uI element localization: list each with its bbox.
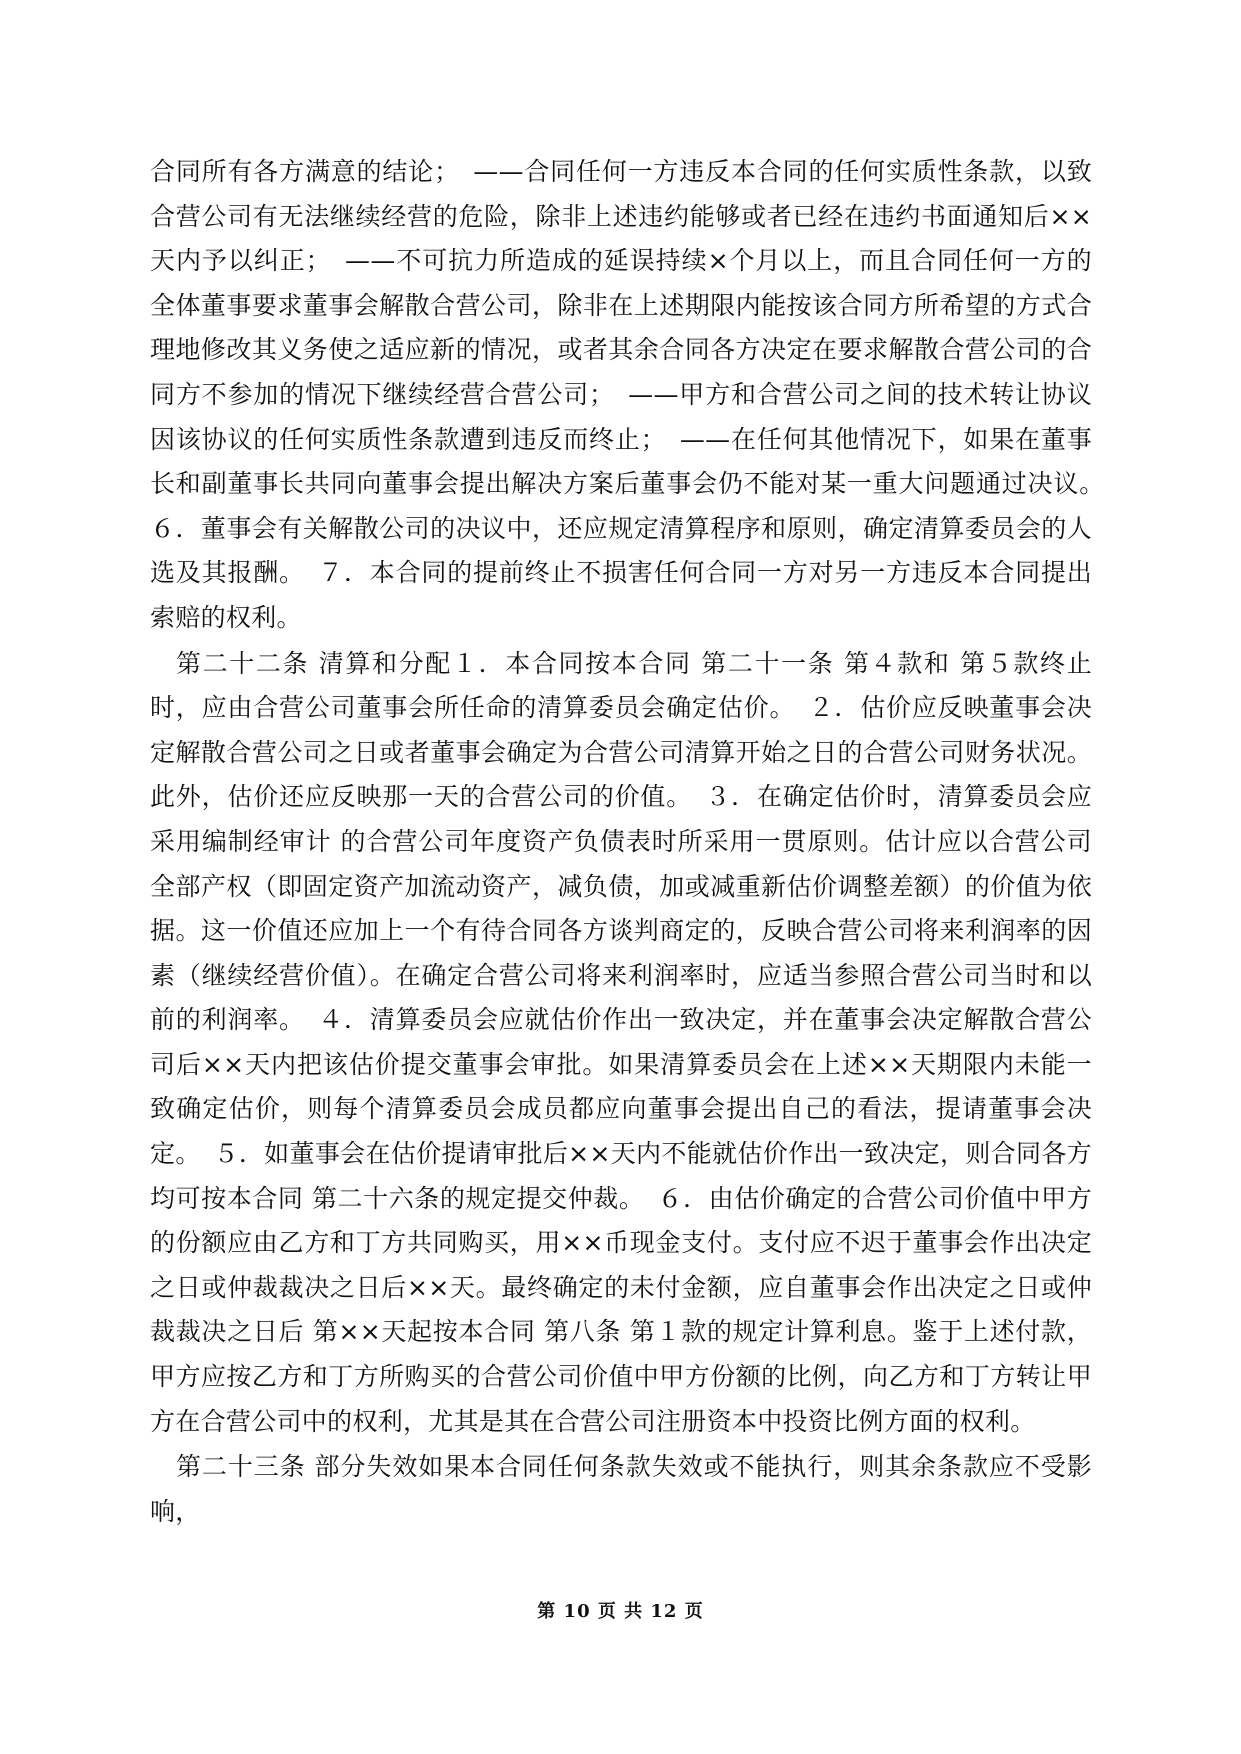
paragraph-continuation: 合同所有各方满意的结论； ——合同任何一方违反本合同的任何实质性条款，以致合营公司有无法继续经营的危险，除非上述违约能够或者已经在违约书面通知后××天内予以纠正； ——不可抗力所造成的延误持续×个月以上，而且合同任何一方的全体董事要求董事会解散合营公司，除非在上述期限内能按该合同方所希望的方式合理地修改其义务使之适应新的情况，或者其余合同各方决定在要求解散合营公司的合同方不参加的情况下继续经营合营公司； ——甲方和合营公司之间的技术转让协议因该协议的任何实质性条款遭到违反而终止； ——在任何其他情况下，如果在董事长和副董事长共同向董事会提出解决方案后董事会仍不能对某一重大问题通过决议。 ６．董事会有关解散公司的决议中，还应规定清算程序和原则，确定清算委员会的人选及其报酬。 ７．本合同的提前终止不损害任何合同一方对另一方违反本合同提出索赔的权利。	[150, 157, 1118, 632]
paragraph-article-23: 第二十三条 部分失效如果本合同任何条款失效或不能执行，则其余条款应不受影响，	[150, 1452, 1092, 1526]
document-body	[150, 150, 1118, 1534]
paragraph-article-22: 第二十二条 清算和分配１．本合同按本合同 第二十一条 第４款和 第５款终止时，应由合营公司董事会所任命的清算委员会确定估价。 ２．估价应反映董事会决定解散合营公司之日或者董事会确定为合营公司清算开始之日的合营公司财务状况。此外，估价还应反映那一天的合营公司的价值。 ３．在确定估价时，清算委员会应采用编制经审计 的合营公司年度资产负债表时所采用一贯原则。估计应以合营公司全部产权（即固定资产加流动资产，减负债，加或减重新估价调整差额）的价值为依据。这一价值还应加上一个有待合同各方谈判商定的，反映合营公司将来利润率的因素（继续经营价值）。在确定合营公司将来利润率时，应适当参照合营公司当时和以前的利润率。 ４．清算委员会应就估价作出一致决定，并在董事会决定解散合营公司后××天内把该估价提交董事会审批。如果清算委员会在上述××天期限内未能一致确定估价，则每个清算委员会成员都应向董事会提出自己的看法，提请董事会决定。 ５．如董事会在估价提请审批后××天内不能就估价作出一致决定，则合同各方均可按本合同 第二十六条的规定提交仲裁。 ６．由估价确定的合营公司价值中甲方的份额应由乙方和丁方共同购买，用××币现金支付。支付应不迟于董事会作出决定之日或仲裁裁决之日后××天。最终确定的未付金额，应自董事会作出决定之日或仲裁裁决之日后 第××天起按本合同 第八条 第１款的规定计算利息。鉴于上述付款，甲方应按乙方和丁方所购买的合营公司价值中甲方份额的比例，向乙方和丁方转让甲方在合营公司中的权利，尤其是其在合营公司注册资本中投资比例方面的权利。	[150, 648, 1092, 1436]
page-number: 第 10 页 共 12 页	[537, 1601, 704, 1622]
